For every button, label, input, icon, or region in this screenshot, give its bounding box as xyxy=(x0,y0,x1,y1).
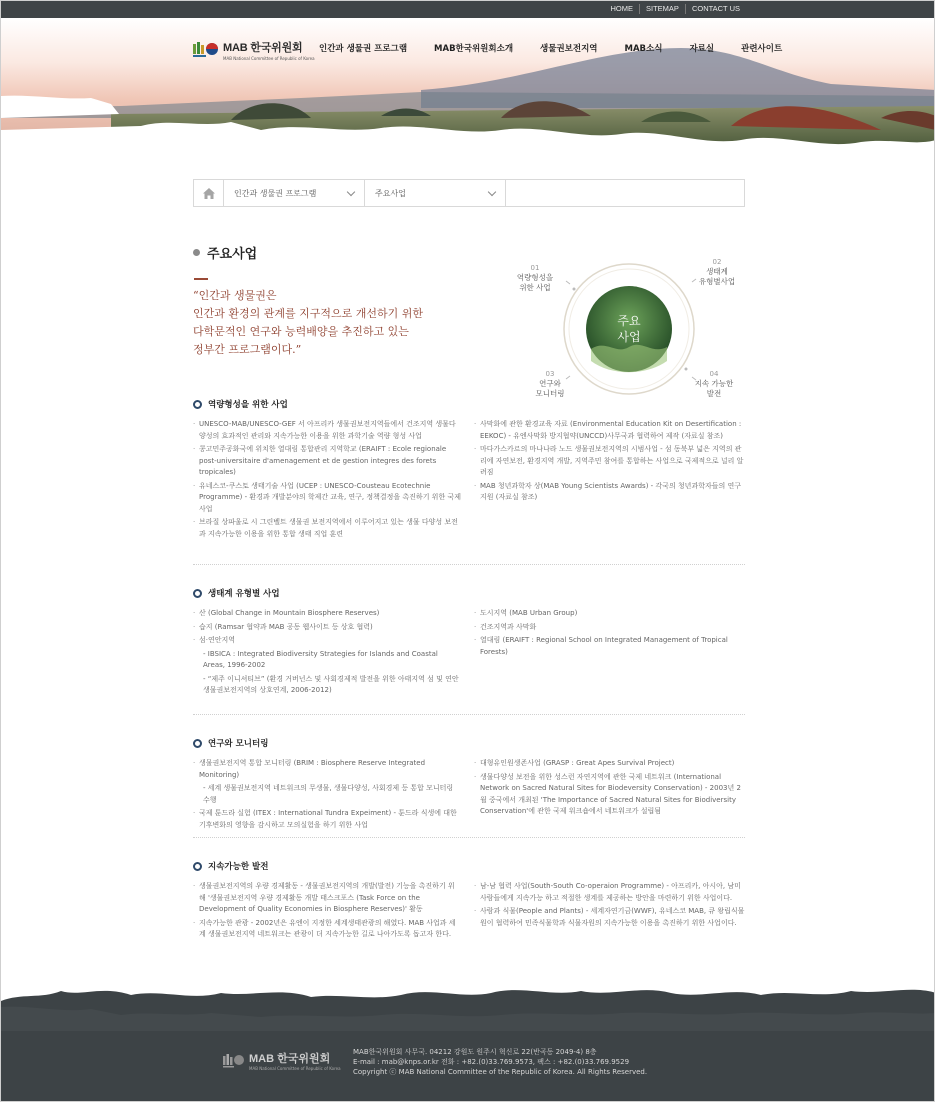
section-capacity-building xyxy=(193,398,745,538)
list-item: · 산 (Global Change in Mountain Biosphere Reserves) xyxy=(193,608,461,620)
diagram-item-number: 03 xyxy=(545,370,555,378)
quote-line: 인간과 환경의 관계를 지구적으로 개선하기 위한 xyxy=(193,307,424,320)
main-navigation xyxy=(319,42,782,54)
section-bullet-icon xyxy=(193,862,202,871)
list-subitem: - “제주 이니셔티브” (환경 거버넌스 및 사회경제적 발전을 위한 아태지역 섬 및 연안 생물권보전지역의 상호연계, 2006-2012) xyxy=(203,674,459,694)
list-item: · 콩고민주공화국에 위치한 열대림 통합관리 지역학교 (ERAIFT : Ecole regionale post-universitaire d'amenagement et de gestion integres des forets tropicales) xyxy=(193,444,461,479)
section-title-text: 생태계 유형별 사업 xyxy=(208,589,280,599)
diagram-center-line: 사업 xyxy=(617,330,641,344)
section-title-text: 연구와 모니터링 xyxy=(208,739,269,749)
chevron-down-icon xyxy=(347,187,355,195)
footer-copyright: Copyright ⓒ MAB National Committee of the Republic of Korea. All Rights Reserved. xyxy=(353,1068,648,1076)
diagram-item-label: 발전 xyxy=(706,389,722,398)
quote-line: 다학문적인 연구와 능력배양을 추진하고 있는 xyxy=(193,325,409,338)
mab-logo-icon xyxy=(193,42,219,58)
home-link[interactable]: HOME xyxy=(610,4,633,13)
list-item: · 브라질 상파울로 시 그린벨트 생물권 보전지역에서 이루어지고 있는 생물 다양성 보전과 지속가능한 이용을 위한 통합 생태 직업 훈련 xyxy=(193,517,461,540)
diagram-center-label xyxy=(612,313,646,345)
breadcrumb-level2-label: 주요사업 xyxy=(375,188,406,198)
title-bullet-icon xyxy=(193,249,200,256)
chevron-down-icon xyxy=(488,187,496,195)
section-left-column xyxy=(193,758,461,833)
quote-line: 정부간 프로그램이다.” xyxy=(193,343,302,356)
list-subitem: - 세계 생물권보전지역 네트워크의 무생물, 생물다양성, 사회경제 등 통합 모니터링 수행 xyxy=(203,784,454,804)
logo-subtitle: MAB National Committee of Republic of Korea xyxy=(223,56,315,61)
section-right-column xyxy=(474,758,746,820)
diagram-item-04[interactable] xyxy=(690,369,738,399)
list-item: · 생물권보전지역의 우량 경제활동 - 생물권보전지역의 개발(발전) 기능을 촉진하기 위해 '생물권보전지역 우량 경제활동 개발 태스크포스 (Task Force on the Development of Quality Economies in Biosphere Reserves)' 활동 xyxy=(193,881,461,916)
landscape-illustration xyxy=(1,18,935,166)
site-logo[interactable] xyxy=(193,39,315,61)
section-bullet-icon xyxy=(193,739,202,748)
section-title xyxy=(193,398,745,410)
section-divider xyxy=(193,714,745,715)
list-item: · 열대림 (ERAIFT : Regional School on Integrated Management of Tropical Forests) xyxy=(474,635,746,658)
section-title-text: 역량형성을 위한 사업 xyxy=(208,400,288,410)
section-right-column xyxy=(474,419,746,506)
footer-contact: E-mail : mab@knps.or.kr 전화 : +82.(0)33.769.9573, 팩스 : +82.(0)33.769.9529 xyxy=(353,1058,630,1066)
nav-item-biosphere-reserves[interactable]: 생물권보전지역 xyxy=(540,44,598,54)
home-icon xyxy=(203,188,215,199)
diagram-item-number: 01 xyxy=(530,264,540,272)
list-item: · 생물다양성 보전을 위한 성스런 자연지역에 관한 국제 네트워크 (International Network on Sacred Natural Sites for Biodeversity Conservation) - 2003년 2월 중국에서 개최된 'The Importance of Sacred Natural Sites for Biodiversity Conservation'에 관한 국제 워크숍에서 네트워크가 설립됨 xyxy=(474,772,746,818)
list-item: · UNESCO-MAB/UNESCO-GEF 서 아프리카 생물권보전지역들에서 건조지역 생물다양성의 효과적인 관리와 지속가능한 이용을 위한 과학기술 역량 형성 사업 xyxy=(193,419,461,442)
diagram-item-label: 연구와 xyxy=(539,379,561,388)
nav-item-related-sites[interactable]: 관련사이트 xyxy=(741,44,783,54)
diagram-item-label: 역량형성을 xyxy=(516,273,554,282)
diagram-item-number: 02 xyxy=(712,258,722,266)
list-item: · 생물권보전지역 통합 모니터링 (BRIM : Biosphere Reserve Integrated Monitoring) xyxy=(193,758,461,781)
site-footer xyxy=(1,971,935,1102)
nav-item-mab-program[interactable]: 인간과 생물권 프로그램 xyxy=(319,44,408,54)
section-divider xyxy=(193,837,745,838)
list-item: · 국제 툰드라 실험 (ITEX : International Tundra Expeiment) - 툰드라 식생에 대한 기후변화의 영향을 감시하고 모의실험을 하기 위한 사업 xyxy=(193,808,461,831)
diagram-item-label: 유형별사업 xyxy=(698,277,736,286)
list-item: · 도시지역 (MAB Urban Group) xyxy=(474,608,746,620)
list-item: · 지속가능한 관광 - 2002년은 유엔이 지정한 세계생태관광의 해였다. MAB 사업과 세계 생물권보전지역 네트워크는 관광이 더 지속가능한 길로 나아가도록 돕고자 한다. xyxy=(193,918,461,941)
footer-logo-subtitle: MAB National Committee of Republic of Korea xyxy=(249,1066,341,1071)
nav-item-resources[interactable]: 자료실 xyxy=(689,44,715,54)
list-item: · 남-남 협력 사업(South-South Co-operaion Programme) - 아프리카, 아시아, 남미 사람들에게 지속가능 하고 적절한 생계를 제공하는 방안을 마련하기 위한 사업이다. xyxy=(474,881,746,904)
diagram-item-label: 생태계 xyxy=(706,267,728,276)
section-title-text: 지속가능한 발전 xyxy=(208,862,269,872)
diagram-item-label: 지속 가능한 xyxy=(694,379,734,388)
list-item: · 마다가스카르의 마나나라 노드 생물권보전지역의 시범사업 - 섬 동북부 넓은 지역의 관리에 자연보전, 환경지역 개발, 지역주민 참여를 통합하는 사업으로 국제적으로 널리 알려짐 xyxy=(474,444,746,479)
quote-line: “인간과 생물권은 xyxy=(193,289,277,302)
section-sustainable-development xyxy=(193,860,745,938)
nav-item-news[interactable]: MAB소식 xyxy=(624,44,663,54)
footer-logo[interactable] xyxy=(223,1050,341,1071)
diagram-center-line: 주요 xyxy=(617,314,641,328)
section-bullet-icon xyxy=(193,589,202,598)
breadcrumb-level2-select[interactable] xyxy=(365,180,506,206)
diagram-item-label: 위한 사업 xyxy=(519,283,551,292)
diagram-item-01[interactable] xyxy=(515,263,555,293)
list-subitem: - IBSICA : Integrated Biodiversity Strategies for Islands and Coastal Areas, 1996-2002 xyxy=(203,649,438,669)
diagram-item-label: 모니터링 xyxy=(535,389,565,398)
section-left-column xyxy=(193,419,461,542)
list-item: · 대형유인원생존사업 (GRASP : Great Apes Survival Project) xyxy=(474,758,746,770)
diagram-item-number: 04 xyxy=(709,370,719,378)
diagram-item-03[interactable] xyxy=(530,369,570,399)
program-diagram xyxy=(496,251,746,401)
section-research-monitoring xyxy=(193,737,745,829)
list-item: · MAB 청년과학자 상(MAB Young Scientists Awards) - 각국의 청년과학자들의 연구 지원 (자료실 참조) xyxy=(474,481,746,504)
breadcrumb-level1-label: 인간과 생물권 프로그램 xyxy=(234,188,317,198)
nav-item-about[interactable]: MAB한국위원회소개 xyxy=(434,44,514,54)
page-title-text: 주요사업 xyxy=(207,247,258,262)
section-divider xyxy=(193,564,745,565)
section-right-column xyxy=(474,881,746,931)
list-item: · 사막화에 관한 환경교육 자료 (Environmental Education Kit on Desertification : EEKOC) - 유엔사막화 방지협약(UNCCD)사무국과 협력하여 제작 (자료실 참조) xyxy=(474,419,746,442)
footer-address: MAB한국위원회 사무국. 04212 강원도 원주시 혁신로 22(반곡동 2049-4) 8층 xyxy=(353,1048,597,1056)
section-title xyxy=(193,860,745,872)
list-item: · 건조지역과 사막화 xyxy=(474,622,746,634)
page-title xyxy=(193,243,257,262)
breadcrumb-home[interactable] xyxy=(194,180,224,206)
footer-logo-title: MAB 한국위원회 xyxy=(249,1053,331,1065)
section-right-column xyxy=(474,608,746,660)
utility-links xyxy=(605,4,747,14)
utility-bar xyxy=(1,1,935,18)
header-banner xyxy=(1,18,935,166)
section-title xyxy=(193,587,745,599)
section-left-column xyxy=(193,608,461,699)
sitemap-link[interactable]: SITEMAP xyxy=(639,4,685,14)
section-ecosystem-types xyxy=(193,587,745,694)
footer-brush-edge xyxy=(1,971,935,1102)
breadcrumb xyxy=(193,179,745,207)
list-item: · 사람과 식물(People and Plants) - 세계자연기금(WWF), 유네스코 MAB, 큐 왕립식물원이 협력하여 민족식물학과 식물자원의 지속가능한 이용을 촉진하기 위한 사업이다. xyxy=(474,906,746,929)
list-item: · 유네스코-쿠스토 생태기술 사업 (UCEP : UNESCO-Cousteau Ecotechnie Programme) - 환경과 개발분야의 학제간 교육, 연구, 정책결정을 촉진하기 위한 국제사업 xyxy=(193,481,461,516)
section-bullet-icon xyxy=(193,400,202,409)
footer-info xyxy=(353,1047,647,1077)
intro-quote xyxy=(193,287,483,359)
list-item: · 습지 (Ramsar 협약과 MAB 공동 웹사이트 등 상호 협력) xyxy=(193,622,461,634)
contact-link[interactable]: CONTACT US xyxy=(685,4,746,14)
list-item: · 섬·연안지역 xyxy=(193,635,461,647)
section-left-column xyxy=(193,881,461,943)
diagram-item-02[interactable] xyxy=(694,257,740,287)
logo-title: MAB 한국위원회 xyxy=(223,42,303,54)
quote-accent-line xyxy=(194,278,208,280)
breadcrumb-level1-select[interactable] xyxy=(224,180,365,206)
section-title xyxy=(193,737,745,749)
mab-logo-icon xyxy=(223,1054,245,1068)
